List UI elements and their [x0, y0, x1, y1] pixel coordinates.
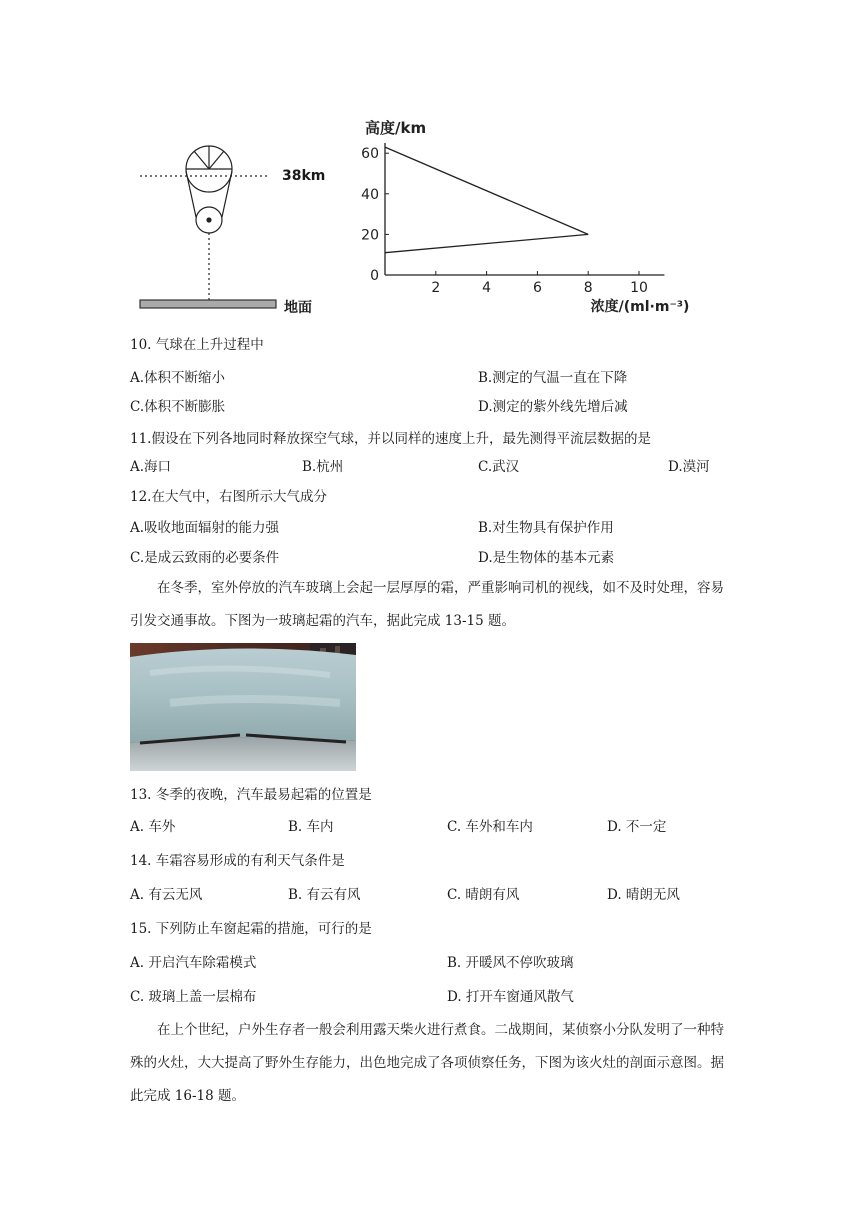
q10-option-a: A.体积不断缩小	[130, 370, 226, 386]
q10-option-b: B.测定的气温一直在下降	[478, 370, 628, 386]
x-tick-label: 6	[532, 280, 542, 296]
x-axis-label: 浓度/(ml·m⁻³)	[590, 299, 690, 315]
q13-option-b: B. 车内	[288, 819, 334, 835]
q14-option-d: D. 晴朗无风	[607, 887, 680, 903]
q13-option-c: C. 车外和车内	[447, 819, 533, 835]
x-tick-label: 8	[583, 280, 593, 296]
q15-option-d: D. 打开车窗通风散气	[447, 989, 574, 1005]
q11-option-d: D.漠河	[668, 459, 710, 475]
y-tick-label: 20	[361, 227, 379, 244]
q15-option-a: A. 开启汽车除霜模式	[130, 955, 257, 971]
q12-stem: 12.在大气中，右图所示大气成分	[130, 489, 327, 505]
q10-stem: 10. 气球在上升过程中	[130, 337, 264, 353]
y-tick-label: 40	[361, 186, 379, 203]
q15-stem: 15. 下列防止车窗起霜的措施，可行的是	[130, 921, 372, 937]
ozone-concentration-chart	[355, 115, 715, 320]
x-tick-label: 4	[482, 280, 492, 296]
y-tick-label: 0	[370, 268, 379, 284]
altitude-label: 38km	[282, 168, 326, 184]
y-axis-label: 高度/km	[365, 119, 427, 137]
ground-label: 地面	[284, 300, 312, 316]
q14-option-c: C. 晴朗有风	[447, 887, 520, 903]
ozone-concentration-line	[385, 147, 588, 253]
q15-option-b: B. 开暖风不停吹玻璃	[447, 955, 574, 971]
q11-option-b: B.杭州	[302, 459, 344, 475]
q13-option-a: A. 车外	[130, 819, 176, 835]
x-tick-label: 10	[630, 280, 648, 296]
q10-option-d: D.测定的紫外线先增后减	[478, 399, 628, 415]
q13-stem: 13. 冬季的夜晚，汽车最易起霜的位置是	[130, 787, 372, 803]
intro-13-15: 在冬季，室外停放的汽车玻璃上会起一层厚厚的霜，严重影响司机的视线，如不及时处理，容易引发交通事故。下图为一玻璃起霜的汽车，据此完成 13-15 题。	[130, 580, 724, 629]
frosted-car-photo	[130, 643, 356, 771]
q13-option-d: D. 不一定	[607, 819, 667, 835]
q14-stem: 14. 车霜容易形成的有利天气条件是	[130, 853, 345, 869]
intro-16-18: 在上个世纪，户外生存者一般会利用露天柴火进行煮食。二战期间，某侦察小分队发明了一种特殊的火灶，大大提高了野外生存能力，出色地完成了各项侦察任务，下图为该火灶的剖面示意图。据此完成 16-18 题。	[130, 1022, 724, 1104]
q12-option-a: A.吸收地面辐射的能力强	[130, 520, 280, 536]
balloon-diagram-graphic	[140, 146, 276, 308]
q12-option-c: C.是成云致雨的必要条件	[130, 550, 280, 566]
q11-option-c: C.武汉	[478, 459, 520, 475]
q10-option-c: C.体积不断膨胀	[130, 399, 226, 415]
q11-stem: 11.假设在下列各地同时释放探空气球，并以同样的速度上升，最先测得平流层数据的是	[130, 431, 651, 447]
q14-option-b: B. 有云有风	[288, 887, 361, 903]
x-tick-label: 2	[431, 280, 441, 296]
q12-option-b: B.对生物具有保护作用	[478, 520, 614, 536]
q11-option-a: A.海口	[130, 459, 172, 475]
balloon-diagram	[130, 140, 330, 320]
y-tick-label: 60	[361, 146, 379, 163]
q15-option-c: C. 玻璃上盖一层棉布	[130, 989, 257, 1005]
q14-option-a: A. 有云无风	[130, 887, 203, 903]
q12-option-d: D.是生物体的基本元素	[478, 550, 615, 566]
